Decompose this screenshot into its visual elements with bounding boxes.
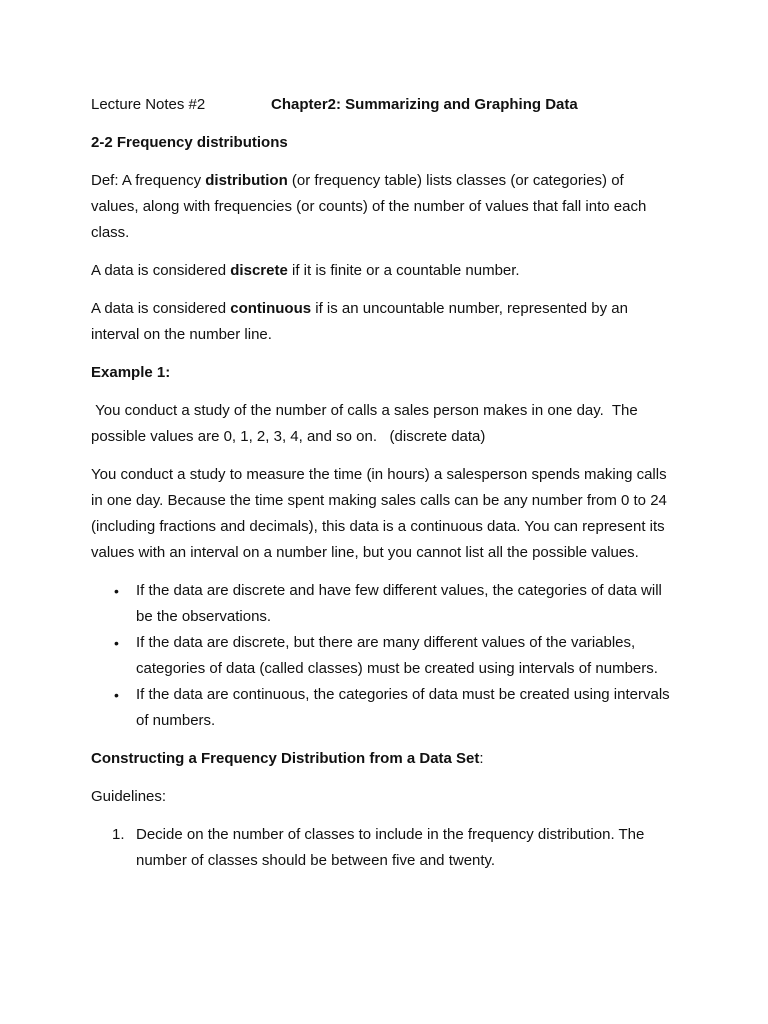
- definition-prefix: Def: A frequency: [91, 172, 206, 189]
- list-item: [114, 682, 672, 734]
- bullet-icon: •: [114, 687, 119, 703]
- constructing-heading: [91, 746, 672, 772]
- discrete-paragraph: [91, 258, 672, 284]
- list-item: [114, 578, 672, 630]
- bullet-text: If the data are discrete and have few different values, the categories of data will be the observations.: [136, 582, 662, 625]
- bullet-text: If the data are discrete, but there are many different values of the variables, categories of data (called classes) must be created using intervals of numbers.: [136, 634, 658, 677]
- continuous-suffix: if is an uncountable number, represented by an interval on the number line.: [91, 300, 628, 343]
- bullet-icon: •: [114, 635, 119, 651]
- bullet-list: [91, 578, 672, 734]
- list-item: [114, 630, 672, 682]
- guideline-text: Decide on the number of classes to include in the frequency distribution. The number of classes should be between five and twenty.: [136, 826, 645, 869]
- lecture-label: Lecture Notes #2: [91, 96, 206, 113]
- list-item: [112, 822, 672, 874]
- section-heading: 2-2 Frequency distributions: [91, 134, 288, 151]
- constructing-colon: :: [479, 750, 484, 767]
- bullet-text: If the data are continuous, the categories of data must be created using intervals of numbers.: [136, 686, 670, 729]
- discrete-suffix: if it is finite or a countable number.: [287, 262, 520, 279]
- bullet-icon: •: [114, 583, 119, 599]
- constructing-bold: Constructing a Frequency Distribution from a Data Set: [91, 750, 480, 767]
- definition-paragraph: [91, 168, 672, 246]
- discrete-prefix: A data is considered: [91, 262, 231, 279]
- example-heading: Example 1:: [91, 364, 171, 381]
- example-paragraph-2: You conduct a study to measure the time (in hours) a salesperson spends making calls in one day. Because the time spent making sales calls can be any number from 0 to 24 (including fractions and decimals), this data is a continuous data. You can represent its values with an interval on a number line, but you cannot list all the possible values.: [91, 466, 667, 561]
- guidelines-list: [91, 822, 672, 874]
- continuous-prefix: A data is considered: [91, 300, 231, 317]
- continuous-paragraph: [91, 296, 672, 348]
- example-paragraph-1: You conduct a study of the number of calls a sales person makes in one day. The possible values are 0, 1, 2, 3, 4, and so on. (discrete data): [91, 402, 642, 445]
- page-header: [91, 92, 672, 118]
- definition-suffix: (or frequency table) lists classes (or categories) of values, along with frequencies (or counts) of the number of values that fall into each class.: [91, 172, 647, 241]
- continuous-bold-term: continuous: [230, 300, 312, 317]
- chapter-title: Chapter2: Summarizing and Graphing Data: [271, 96, 578, 113]
- definition-bold-term: distribution: [205, 172, 288, 189]
- guideline-number: 1.: [112, 826, 125, 843]
- discrete-bold-term: discrete: [230, 262, 288, 279]
- guidelines-label: Guidelines:: [91, 788, 167, 805]
